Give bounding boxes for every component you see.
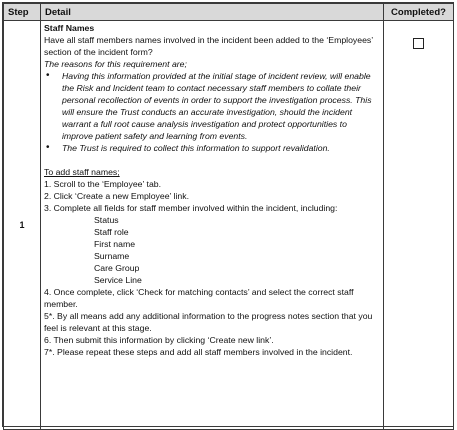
question-text: Have all staff members names involved in the incident been added to the ‘Employees’ section of the incident form? bbox=[44, 35, 373, 57]
instruction-step: 5*. By all means add any additional information to the progress notes section that you feel is relevant at this stage. bbox=[44, 311, 373, 333]
table-row bbox=[4, 21, 454, 430]
checklist-table bbox=[3, 3, 454, 430]
header-step: Step bbox=[4, 4, 41, 21]
field-item: Surname bbox=[94, 251, 130, 261]
completed-cell bbox=[384, 21, 454, 430]
reasons-list bbox=[44, 70, 379, 154]
instruction-step: 6. Then submit this information by clicking ‘Create new link’. bbox=[44, 335, 274, 345]
instruction-step: 4. Once complete, click ‘Check for matching contacts’ and select the correct staff member. bbox=[44, 287, 354, 309]
instruction-step: 2. Click ‘Create a new Employee’ link. bbox=[44, 191, 190, 201]
instruction-step: 7*. Please repeat these steps and add all staff members involved in the incident. bbox=[44, 347, 353, 357]
instruction-step: 3. Complete all fields for staff member involved within the incident, including: bbox=[44, 203, 338, 213]
field-item: Service Line bbox=[94, 275, 142, 285]
howto-title: To add staff names; bbox=[44, 167, 120, 177]
field-item: Care Group bbox=[94, 263, 140, 273]
header-detail: Detail bbox=[41, 4, 384, 21]
header-completed: Completed? bbox=[384, 4, 454, 21]
section-heading: Staff Names bbox=[44, 23, 95, 33]
reasons-intro: The reasons for this requirement are; bbox=[44, 59, 187, 69]
field-item: Status bbox=[94, 215, 119, 225]
step-number: 1 bbox=[4, 21, 41, 430]
checklist-table-frame bbox=[2, 2, 454, 427]
list-item: • Having this information provided at the initial stage of incident review, will enable the Risk and Incident team to contact necessary staff members to collate their personal recollection of events in order to support the investigation process. This will ensure the Trust conducts an accurate investigation, should the incident warrant a full root cause analysis investigation and protect opportunities to improve patient safety and learning from events. bbox=[44, 70, 379, 142]
list-item: • The Trust is required to collect this information to support revalidation. bbox=[44, 142, 379, 154]
header-row bbox=[4, 4, 454, 21]
field-item: Staff role bbox=[94, 227, 129, 237]
instruction-step: 1. Scroll to the ‘Employee’ tab. bbox=[44, 179, 162, 189]
completed-checkbox[interactable] bbox=[413, 38, 424, 49]
detail-cell bbox=[41, 21, 384, 430]
field-item: First name bbox=[94, 239, 136, 249]
